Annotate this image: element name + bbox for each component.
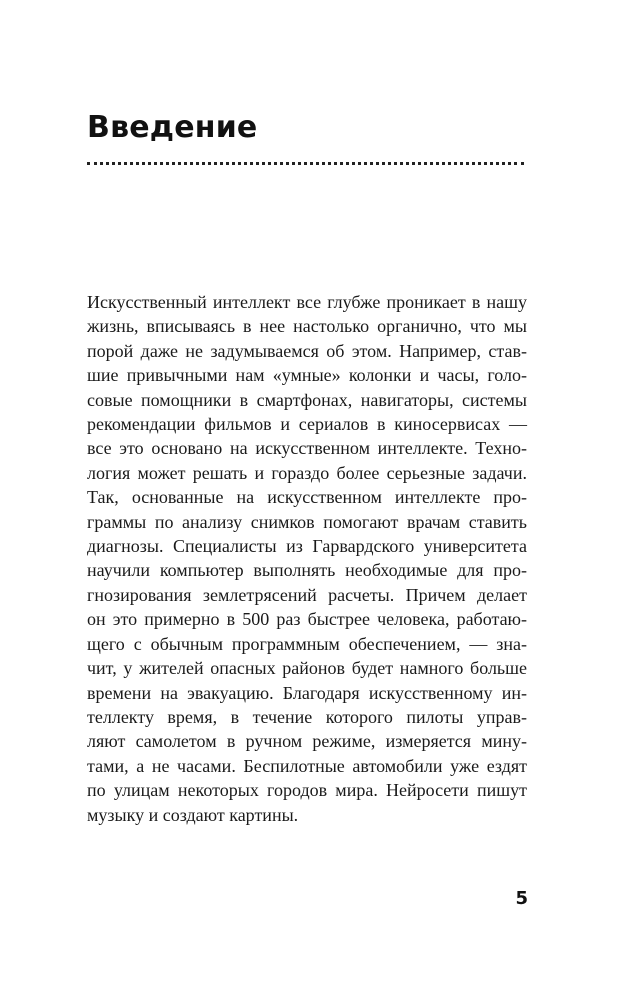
page-title: Введение bbox=[87, 110, 258, 145]
paragraph-line: Искусственный интеллект все глубже проникает в нашу bbox=[87, 292, 527, 312]
paragraph-line: по улицам некоторых городов мира. Нейросети пишут bbox=[87, 780, 527, 801]
paragraph-line: совые помощники в смартфонах, навигаторы, системы bbox=[87, 389, 527, 410]
body-paragraph bbox=[87, 290, 527, 827]
paragraph-line: он это примерно в 500 раз быстрее человека, работаю- bbox=[87, 609, 527, 630]
paragraph-line: гнозирования землетрясений расчеты. Причем делает bbox=[87, 584, 527, 605]
page-number: 5 bbox=[515, 888, 528, 909]
paragraph-line: научили компьютер выполнять необходимые для про- bbox=[87, 560, 527, 581]
title-dotted-rule bbox=[87, 162, 524, 165]
paragraph-line: порой даже не задумываемся об этом. Например, став- bbox=[87, 340, 527, 361]
paragraph-line: ляют самолетом в ручном режиме, измеряется мину- bbox=[87, 731, 527, 752]
paragraph-line: чит, у жителей опасных районов будет намного больше bbox=[87, 658, 527, 679]
paragraph-line: музыку и создают картины. bbox=[87, 804, 299, 825]
paragraph-line: рекомендации фильмов и сериалов в киносервисах — bbox=[87, 414, 527, 435]
paragraph-line: шие привычными нам «умные» колонки и часы, голо- bbox=[87, 365, 527, 386]
paragraph-line: логия может решать и гораздо более серьезные задачи. bbox=[87, 462, 527, 483]
paragraph-line: диагнозы. Специалисты из Гарвардского университета bbox=[87, 536, 527, 557]
paragraph-line: тами, а не часами. Беспилотные автомобили уже ездят bbox=[87, 755, 527, 776]
paragraph-line: теллекту время, в течение которого пилоты управ- bbox=[87, 706, 527, 727]
paragraph-line: времени на эвакуацию. Благодаря искусственному ин- bbox=[87, 682, 527, 703]
paragraph-line: жизнь, вписываясь в нее настолько органично, что мы bbox=[87, 316, 527, 337]
paragraph-line: Так, основанные на искусственном интеллекте про- bbox=[87, 487, 527, 508]
paragraph-line: все это основано на искусственном интеллекте. Техно- bbox=[87, 438, 527, 459]
paragraph-line: граммы по анализу снимков помогают врачам ставить bbox=[87, 511, 527, 532]
paragraph-line: щего с обычным программным обеспечением, — зна- bbox=[87, 633, 527, 654]
